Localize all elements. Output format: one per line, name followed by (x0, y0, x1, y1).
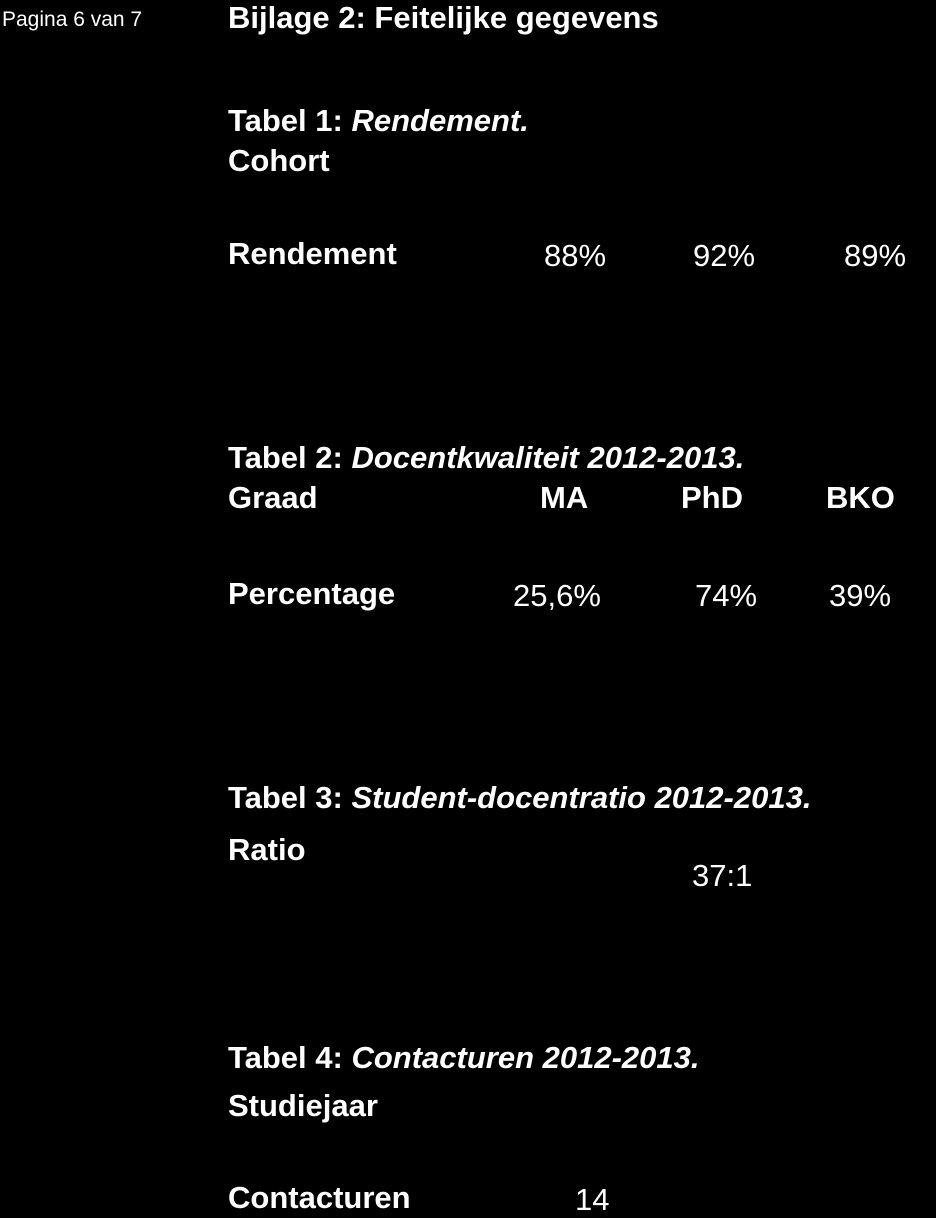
table-2-row-label: Percentage (228, 576, 396, 611)
table-1-label: Tabel 1: (228, 103, 352, 138)
table-4-row-label: Contacturen (228, 1180, 411, 1215)
table-2-value-1: 25,6% (513, 578, 601, 613)
table-3-row-label: Ratio (228, 832, 306, 867)
table-2-label: Tabel 2: (228, 440, 352, 475)
table-1-value-1: 88% (544, 238, 607, 273)
table-2-header-label: Graad (228, 480, 318, 515)
table-2-value-2: 74% (695, 578, 758, 613)
table-3-caption: Student-docentratio 2012-2013. (351, 780, 812, 815)
table-3-title (228, 780, 811, 816)
page-indicator: Pagina 6 van 7 (2, 8, 143, 31)
table-3-label: Tabel 3: (228, 780, 352, 815)
table-4-header-label: Studiejaar (228, 1088, 378, 1123)
table-4-value-1: 14 (575, 1182, 610, 1217)
table-1-header-label: Cohort (228, 143, 330, 178)
table-2-column-bko: BKO (826, 480, 895, 515)
table-1-caption: Rendement. (351, 103, 529, 138)
table-1-row-label: Rendement (228, 236, 397, 271)
table-2-title (228, 440, 744, 476)
table-2-column-phd: PhD (681, 480, 743, 515)
table-4-label: Tabel 4: (228, 1040, 352, 1075)
table-2-value-3: 39% (829, 578, 892, 613)
table-4-title (228, 1040, 700, 1076)
table-1-title (228, 103, 529, 139)
table-1-value-3: 89% (844, 238, 907, 273)
table-4-caption: Contacturen 2012-2013. (351, 1040, 700, 1075)
table-2-column-ma: MA (540, 480, 589, 515)
table-3-value-1: 37:1 (692, 858, 753, 893)
table-1-value-2: 92% (693, 238, 756, 273)
table-2-caption: Docentkwaliteit 2012-2013. (351, 440, 745, 475)
page-title: Bijlage 2: Feitelijke gegevens (228, 0, 659, 35)
